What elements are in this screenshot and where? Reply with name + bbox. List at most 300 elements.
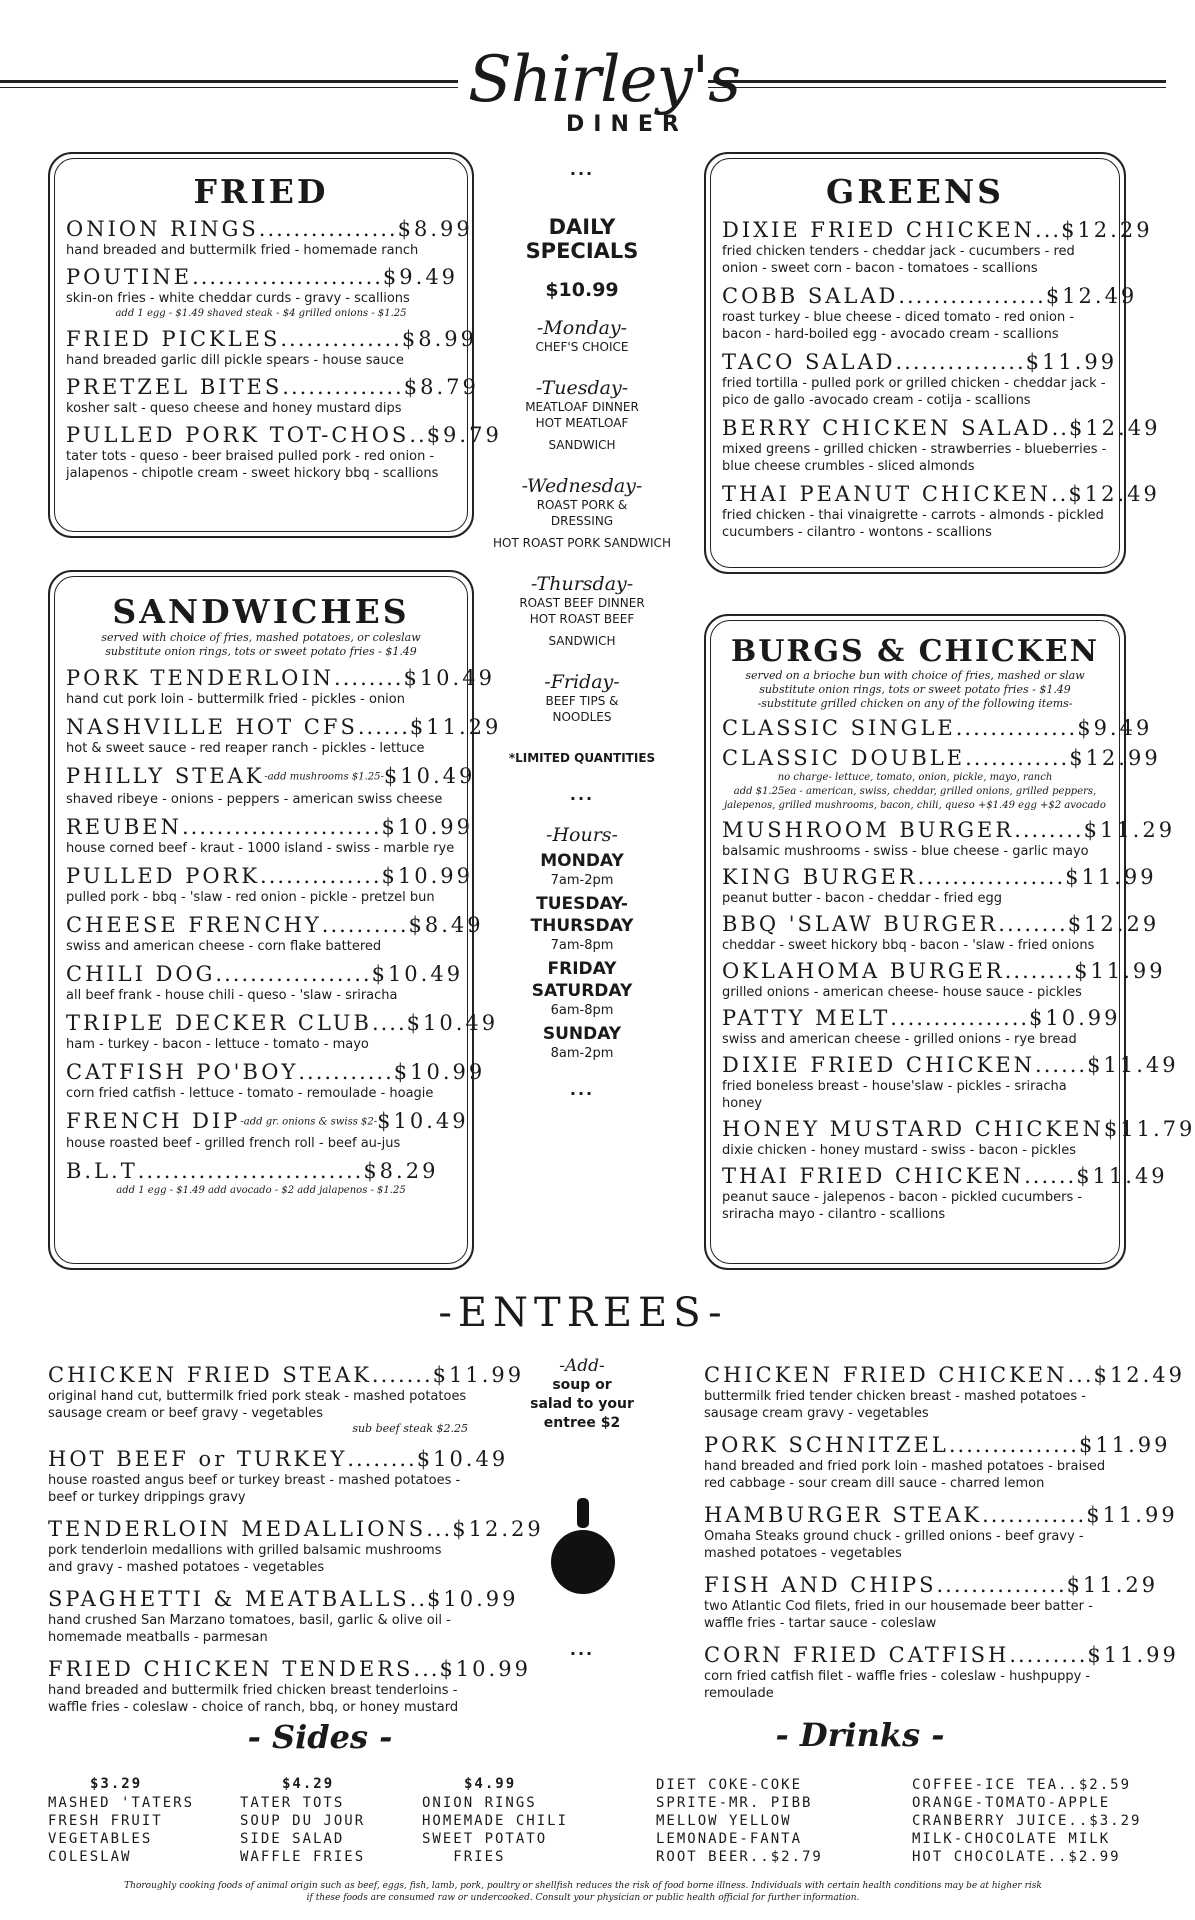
sides-title: - Sides - — [247, 1718, 393, 1756]
menu-item — [66, 814, 474, 857]
item-name: PORK SCHNITZEL — [704, 1433, 949, 1457]
menu-item — [48, 1446, 509, 1506]
special-day-name: -Wednesday- — [521, 475, 643, 497]
menu-item — [722, 745, 1161, 771]
menu-item — [722, 283, 1138, 343]
burgs-note-2: substitute onion rings, tots or sweet potato fries - $1.49 — [759, 683, 1071, 696]
menu-item — [704, 1362, 1185, 1422]
menu-item — [722, 715, 1153, 741]
item-description: two Atlantic Cod filets, fried in our housemade beer batter - waffle fries - tartar sauce - coleslaw — [704, 1599, 1093, 1631]
item-name-line — [66, 422, 502, 448]
item-leader: ................. — [917, 865, 1066, 889]
item-price: $8.29 — [363, 1159, 439, 1183]
item-price: $11.29 — [1083, 818, 1176, 842]
menu-item — [66, 863, 473, 906]
entrees-add-note — [500, 1356, 664, 1433]
item-name-line — [66, 216, 473, 242]
burgs-section — [704, 614, 1195, 1270]
item-name-line — [48, 1362, 525, 1388]
menu-item — [722, 1116, 1195, 1159]
item-price: $11.29 — [409, 715, 502, 739]
double-note-3: jalepenos, grilled mushrooms, bacon, chili, queso +$1.49 egg +$2 avocado — [724, 800, 1106, 811]
item-price: $12.49 — [1068, 416, 1161, 440]
drink-item: SPRITE-MR. PIBB — [656, 1795, 813, 1811]
menu-item — [66, 1059, 486, 1102]
item-description: fried boneless breast - house'slaw - pickles - sriracha honey — [722, 1079, 1067, 1111]
item-name: TENDERLOIN MEDALLIONS — [48, 1517, 427, 1541]
sandwich-items — [66, 665, 502, 1198]
item-price: $12.49 — [1068, 482, 1160, 506]
menu-item — [722, 217, 1153, 277]
item-price: $10.99 — [393, 1059, 486, 1084]
item-price: $11.99 — [1025, 350, 1118, 374]
limited-quantities: *LIMITED QUANTITIES — [508, 751, 656, 765]
item-name-line — [48, 1656, 531, 1682]
item-name: REUBEN — [66, 814, 182, 839]
item-leader: .............. — [260, 863, 382, 888]
side-item: FRESH FRUIT — [48, 1813, 163, 1829]
specials-days — [482, 317, 682, 725]
item-description: peanut butter - bacon - cheddar - fried egg — [722, 891, 1002, 906]
fried-section — [48, 152, 502, 538]
item-leader: .................. — [215, 961, 372, 986]
item-leader: ... — [426, 1517, 453, 1541]
item-name-line — [48, 1516, 544, 1542]
item-description: balsamic mushrooms - swiss - blue cheese - garlic mayo — [722, 844, 1089, 859]
item-name-line — [66, 326, 477, 352]
item-leader: ................ — [258, 217, 398, 241]
hours-time: 7am-2pm — [550, 873, 614, 888]
item-price: $11.99 — [1065, 865, 1157, 889]
item-name-line — [66, 961, 464, 987]
item-name-line — [722, 481, 1160, 507]
special-line: HOT ROAST BEEF — [529, 612, 635, 626]
item-name-line — [66, 1158, 456, 1184]
item-price: $8.99 — [401, 327, 477, 351]
item-description: shaved ribeye - onions - peppers - american swiss cheese — [66, 791, 443, 807]
menu-item — [66, 961, 464, 1004]
side-item: WAFFLE FRIES — [240, 1849, 366, 1865]
item-leader: .............. — [280, 327, 402, 351]
special-line: SANDWICH — [548, 634, 616, 648]
item-name-line — [704, 1502, 1178, 1528]
item-description: tater tots - queso - beer braised pulled pork - red onion - jalapenos - chipotle cream - sweet hickory bbq - scallions — [66, 449, 439, 481]
item-name: PULLED PORK — [66, 863, 261, 888]
drink-item: ROOT BEER..$2.79 — [656, 1849, 823, 1865]
item-description: hand breaded garlic dill pickle spears - house sauce — [66, 353, 404, 368]
side-item: SOUP DU JOUR — [240, 1813, 366, 1829]
item-name: THAI FRIED CHICKEN — [722, 1164, 1025, 1188]
item-price: $11.49 — [1087, 1053, 1179, 1077]
item-name: BERRY CHICKEN SALAD — [722, 416, 1052, 440]
special-day-name: -Monday- — [536, 317, 628, 339]
item-name: CORN FRIED CATFISH — [704, 1643, 1010, 1667]
double-note-1: no charge- lettuce, tomato, onion, pickle, mayo, ranch — [777, 772, 1053, 783]
item-name: PULLED PORK TOT-CHOS — [66, 423, 410, 447]
drink-item: ORANGE-TOMATO-APPLE — [912, 1795, 1111, 1811]
greens-title: GREENS — [826, 172, 1004, 211]
item-leader: ....... — [371, 1363, 433, 1387]
item-description: hand breaded and buttermilk fried chicken breast tenderloins - waffle fries - coleslaw - choice of ranch, bbq, or honey mustard — [48, 1683, 459, 1715]
item-name-line — [66, 714, 502, 740]
item-name-line — [722, 817, 1176, 843]
drinks-column-1 — [656, 1776, 896, 1866]
menu-item — [704, 1642, 1179, 1702]
drink-item: MILK-CHOCOLATE MILK — [912, 1831, 1111, 1847]
item-name-line — [704, 1432, 1171, 1458]
item-leader: .. — [409, 423, 427, 447]
menu-item — [66, 1158, 456, 1184]
item-leader: .. — [1050, 482, 1069, 506]
item-name: NASHVILLE HOT CFS — [66, 715, 358, 739]
header-rule-right — [708, 80, 1166, 83]
item-name-line — [722, 1163, 1168, 1189]
item-price: $11.29 — [1066, 1573, 1159, 1597]
item-leader: -add mushrooms $1.25- — [264, 771, 384, 783]
item-name: CHILI DOG — [66, 961, 216, 986]
item-leader: ....................... — [181, 814, 382, 839]
item-name-line — [722, 958, 1166, 984]
item-leader: ........... — [298, 1059, 394, 1084]
item-leader: ......... — [1009, 1643, 1088, 1667]
item-name: CHICKEN FRIED STEAK — [48, 1363, 372, 1387]
item-description: dixie chicken - honey mustard - swiss - bacon - pickles — [722, 1143, 1076, 1158]
item-leader: ... — [413, 1657, 440, 1681]
footer-line-2: if these foods are consumed raw or undercooked. Consult your physician or public health official for further information. — [306, 1893, 860, 1903]
item-description: hot & sweet sauce - red reaper ranch - pickles - lettuce — [66, 741, 425, 756]
item-name: FRENCH DIP — [66, 1108, 241, 1133]
item-extra: sub beef steak $2.25 — [352, 1422, 468, 1435]
menu-item — [48, 1586, 519, 1646]
item-name: CLASSIC SINGLE — [722, 716, 956, 740]
special-day — [482, 317, 682, 355]
specials-price: $10.99 — [545, 279, 619, 301]
item-price: $9.49 — [382, 265, 459, 289]
item-leader: .......................... — [137, 1159, 364, 1183]
header-rule-left-thin — [0, 87, 458, 88]
menu-item — [66, 422, 502, 482]
item-name-line — [66, 374, 479, 400]
logo-script: Shirley's — [468, 43, 741, 117]
menu-item — [722, 911, 1160, 954]
menu-item — [704, 1432, 1171, 1492]
specials-dots-mid: ... — [569, 785, 595, 804]
hours-days: FRIDAY SATURDAY — [531, 959, 633, 1001]
item-name: CLASSIC DOUBLE — [722, 746, 966, 770]
item-leader: ............ — [982, 1503, 1087, 1527]
burgs-title: BURGS & CHICKEN — [730, 634, 1100, 669]
drinks-title: - Drinks - — [775, 1716, 945, 1754]
daily-specials — [482, 160, 682, 1099]
menu-item — [48, 1362, 525, 1436]
hours-list — [482, 850, 682, 1062]
entrees-title: -ENTREES- — [438, 1290, 728, 1336]
menu-item — [66, 1010, 499, 1053]
hours-time: 6am-8pm — [550, 1003, 614, 1018]
item-name: HOT BEEF or TURKEY — [48, 1447, 348, 1471]
header-rule-right-thin — [708, 87, 1166, 88]
special-day-name: -Thursday- — [530, 573, 634, 595]
item-name: B.L.T — [66, 1159, 138, 1183]
side-item: MASHED 'TATERS — [48, 1795, 195, 1811]
item-leader: ................. — [898, 284, 1046, 308]
item-leader: ............... — [948, 1433, 1079, 1457]
item-leader: .............. — [282, 375, 404, 399]
item-name-line — [66, 912, 484, 938]
item-description: fried chicken tenders - cheddar jack - cucumbers - red onion - sweet corn - bacon - tomatoes - scallions — [722, 244, 1075, 276]
menu-item — [66, 665, 495, 708]
menu-item — [48, 1516, 544, 1576]
item-name-line — [722, 715, 1153, 741]
item-description: house corned beef - kraut - 1000 island - swiss - marble rye — [66, 840, 455, 856]
side-item: SWEET POTATO — [422, 1831, 548, 1847]
hours-entry — [482, 1023, 682, 1062]
menu-item — [704, 1572, 1159, 1632]
item-name: ONION RINGS — [66, 217, 259, 241]
item-leader: ...... — [1035, 1053, 1088, 1077]
footer-line-1: Thoroughly cooking foods of animal origin such as beef, eggs, fish, lamb, pork, poultry or shellfish reduces the risk of food borne illness. Individuals with certain health conditions may be at higher risk — [124, 1881, 1042, 1891]
menu-item — [722, 864, 1157, 907]
add-title: -Add- — [559, 1356, 605, 1376]
item-description: buttermilk fried tender chicken breast - mashed potatoes - sausage cream gravy - vegetables — [704, 1389, 1086, 1421]
menu-item — [722, 1005, 1121, 1048]
item-name-line — [722, 1005, 1121, 1031]
item-name: PRETZEL BITES — [66, 375, 283, 399]
item-name: THAI PEANUT CHICKEN — [722, 482, 1051, 506]
item-price: $8.79 — [403, 375, 479, 399]
menu-item — [722, 1052, 1179, 1112]
entrees-dots: ... — [569, 1640, 595, 1659]
item-name-line — [722, 1116, 1195, 1142]
sandwiches-note-2: substitute onion rings, tots or sweet potato fries - $1.49 — [105, 645, 417, 658]
poutine-addons: add 1 egg - $1.49 shaved steak - $4 grilled onions - $1.25 — [115, 308, 407, 319]
item-name-line — [722, 283, 1138, 309]
item-name: TRIPLE DECKER CLUB — [66, 1010, 372, 1035]
item-description: all beef frank - house chili - queso - 'slaw - sriracha — [66, 987, 398, 1003]
item-name: FRIED CHICKEN TENDERS — [48, 1657, 414, 1681]
header-rule-left — [0, 80, 458, 83]
specials-title-2: SPECIALS — [525, 239, 639, 263]
item-price: $11.99 — [1078, 1433, 1171, 1457]
item-price: $9.79 — [426, 423, 502, 447]
item-name: SPAGHETTI & MEATBALLS — [48, 1587, 410, 1611]
item-name-line — [722, 1052, 1179, 1078]
item-description: hand crushed San Marzano tomatoes, basil, garlic & olive oil - homemade meatballs - parmesan — [48, 1613, 451, 1645]
item-name: CHEESE FRENCHY — [66, 912, 322, 937]
item-description: roast turkey - blue cheese - diced tomato - red onion - bacon - hard-boiled egg - avocado cream - scallions — [722, 310, 1075, 342]
item-leader: .. — [1051, 416, 1069, 440]
item-price: $10.99 — [381, 863, 473, 888]
item-leader: ...................... — [192, 265, 383, 289]
menu-item — [66, 216, 473, 259]
item-description: original hand cut, buttermilk fried pork steak - mashed potatoes sausage cream or beef gravy - vegetables — [48, 1389, 467, 1421]
menu-item — [66, 264, 459, 307]
hours-title: -Hours- — [546, 824, 618, 846]
hours-days: MONDAY — [540, 851, 624, 871]
item-name-line — [66, 264, 459, 290]
special-day — [482, 671, 682, 725]
burgs-items — [722, 715, 1195, 1223]
item-price: $9.49 — [1077, 716, 1153, 740]
item-price: $10.49 — [377, 1108, 469, 1133]
item-description: kosher salt - queso cheese and honey mustard dips — [66, 401, 402, 416]
item-leader: ... — [1035, 218, 1062, 242]
item-price: $10.49 — [371, 961, 464, 986]
item-name-line — [66, 665, 495, 691]
menu-item — [722, 1163, 1168, 1223]
sides-column — [240, 1774, 430, 1866]
item-description: pork tenderloin medallions with grilled balsamic mushrooms and gravy - mashed potatoes - vegetables — [48, 1543, 442, 1575]
item-name-line — [66, 1059, 486, 1085]
item-price: $11.99 — [1086, 1503, 1178, 1527]
side-item: TATER TOTS — [240, 1795, 345, 1811]
item-name: PORK TENDERLOIN — [66, 666, 335, 690]
double-note-2: add $1.25ea - american, swiss, cheddar, grilled onions, grilled peppers, — [733, 786, 1097, 797]
item-leader: .. — [409, 1587, 428, 1611]
item-leader: .............. — [955, 716, 1078, 740]
item-description: swiss and american cheese - corn flake battered — [66, 938, 382, 954]
fried-items — [66, 216, 502, 482]
item-name: PATTY MELT — [722, 1006, 891, 1030]
special-line: ROAST BEEF DINNER — [519, 596, 645, 610]
item-description: pulled pork - bbq - 'slaw - red onion - pickle - pretzel bun — [66, 889, 435, 905]
hours-time: 7am-8pm — [550, 938, 614, 953]
item-name: FISH AND CHIPS — [704, 1573, 937, 1597]
menu-item — [66, 374, 479, 417]
specials-title-1: DAILY — [548, 215, 616, 239]
item-description: house roasted angus beef or turkey breast - mashed potatoes - beef or turkey drippings gravy — [48, 1473, 461, 1505]
item-price: $10.49 — [383, 764, 476, 788]
drink-item: LEMONADE-FANTA — [656, 1831, 803, 1847]
menu-item — [722, 415, 1161, 475]
menu-item — [722, 817, 1176, 860]
item-price: $8.99 — [397, 217, 473, 241]
item-name-line — [704, 1572, 1159, 1598]
drink-item: COFFEE-ICE TEA..$2.59 — [912, 1777, 1132, 1793]
item-price: $10.99 — [1029, 1006, 1121, 1030]
item-name-line — [66, 1108, 469, 1136]
menu-item — [722, 481, 1160, 541]
item-name: CATFISH PO'BOY — [66, 1059, 299, 1084]
item-description: corn fried catfish filet - waffle fries - coleslaw - hushpuppy - remoulade — [704, 1669, 1091, 1701]
item-name: HONEY MUSTARD CHICKEN — [722, 1117, 1104, 1141]
item-leader: ............ — [965, 746, 1070, 770]
hours-days: TUESDAY- THURSDAY — [530, 894, 634, 936]
sides-column — [48, 1774, 238, 1866]
item-name-line — [66, 863, 473, 889]
special-line: SANDWICH — [548, 438, 616, 452]
special-line: HOT MEATLOAF — [535, 416, 629, 430]
item-leader: ........ — [998, 912, 1068, 936]
greens-section — [704, 152, 1161, 574]
item-description: cheddar - sweet hickory bbq - bacon - 'slaw - fried onions — [722, 938, 1095, 953]
item-leader: ...... — [1024, 1164, 1077, 1188]
item-description: mixed greens - grilled chicken - strawberries - blueberries - blue cheese crumbles - sliced almonds — [722, 442, 1107, 474]
item-name-line — [66, 1010, 499, 1036]
drinks-column-2 — [912, 1776, 1152, 1866]
special-day — [482, 377, 682, 453]
drink-item: DIET COKE-COKE — [656, 1777, 803, 1793]
special-line: NOODLES — [552, 710, 612, 724]
special-line: BEEF TIPS & — [545, 694, 619, 708]
side-item: FRIES — [422, 1849, 506, 1865]
drink-item: HOT CHOCOLATE..$2.99 — [912, 1849, 1121, 1865]
item-name-line — [66, 763, 476, 791]
item-name-line — [48, 1446, 509, 1472]
item-description: hand breaded and buttermilk fried - homemade ranch — [66, 243, 419, 258]
add-line-1: soup or — [552, 1377, 612, 1393]
item-description: hand breaded and fried pork loin - mashed potatoes - braised red cabbage - sour cream dill sauce - charred lemon — [704, 1459, 1106, 1491]
sides-column — [422, 1774, 612, 1866]
item-name: OKLAHOMA BURGER — [722, 959, 1005, 983]
hours-time: 8am-2pm — [550, 1046, 614, 1061]
item-description: grilled onions - american cheese- house sauce - pickles — [722, 985, 1082, 1000]
sides-price: $4.99 — [464, 1776, 517, 1792]
item-leader: .......... — [321, 912, 409, 937]
item-price: $10.99 — [381, 814, 474, 839]
add-line-2: salad to your — [530, 1396, 634, 1412]
hours-entry — [482, 893, 682, 954]
menu-item — [722, 349, 1118, 409]
item-price: $11.99 — [432, 1363, 525, 1387]
special-line: CHEF'S CHOICE — [535, 340, 629, 354]
item-name-line — [722, 349, 1118, 375]
item-leader: ... — [1067, 1363, 1094, 1387]
sandwiches-note-1: served with choice of fries, mashed potatoes, or coleslaw — [101, 631, 421, 644]
skillet-icon — [548, 1496, 618, 1596]
drink-item: MELLOW YELLOW — [656, 1813, 792, 1829]
item-name: POUTINE — [66, 265, 193, 289]
special-line: MEATLOAF DINNER — [525, 400, 639, 414]
item-name-line — [48, 1586, 519, 1612]
item-price: $12.99 — [1069, 746, 1161, 770]
hours-entry — [482, 958, 682, 1019]
item-leader: ........ — [1004, 959, 1075, 983]
add-line-3: entree $2 — [543, 1415, 621, 1431]
entrees-left — [48, 1352, 544, 1716]
item-name-line — [722, 415, 1161, 441]
burgs-note-1: served on a brioche bun with choice of fries, mashed or slaw — [745, 669, 1085, 682]
drink-item: CRANBERRY JUICE..$3.29 — [912, 1813, 1142, 1829]
item-description: skin-on fries - white cheddar curds - gravy - scallions — [66, 291, 410, 306]
item-leader: ........ — [347, 1447, 417, 1471]
menu-item — [722, 958, 1166, 1001]
item-price: $12.29 — [452, 1517, 544, 1541]
item-price: $12.49 — [1045, 284, 1138, 308]
item-leader: ............... — [936, 1573, 1067, 1597]
special-line: DRESSING — [550, 514, 614, 528]
blt-addons: add 1 egg - $1.49 add avocado - $2 add jalapenos - $1.25 — [116, 1185, 406, 1196]
item-name-line — [704, 1362, 1185, 1388]
item-name: COBB SALAD — [722, 284, 899, 308]
item-name: DIXIE FRIED CHICKEN — [722, 1053, 1036, 1077]
item-description: swiss and american cheese - grilled onions - rye bread — [722, 1032, 1077, 1047]
specials-dots-bottom: ... — [569, 1080, 595, 1099]
item-price: $10.49 — [416, 1447, 509, 1471]
side-item: SIDE SALAD — [240, 1831, 345, 1847]
menu-item — [66, 763, 476, 808]
sides-price: $4.29 — [282, 1776, 335, 1792]
item-description: fried tortilla - pulled pork or grilled chicken - cheddar jack - pico de gallo -avocado cream - cotija - scallions — [722, 376, 1106, 408]
hours-days: SUNDAY — [542, 1024, 622, 1044]
menu-item — [66, 1108, 469, 1153]
special-line: ROAST PORK & — [536, 498, 628, 512]
item-name-line — [722, 911, 1160, 937]
item-name: PHILLY STEAK — [66, 764, 265, 788]
side-item: HOMEMADE CHILI — [422, 1813, 569, 1829]
special-line: HOT ROAST PORK SANDWICH — [493, 536, 671, 550]
sandwiches-section — [48, 570, 502, 1270]
